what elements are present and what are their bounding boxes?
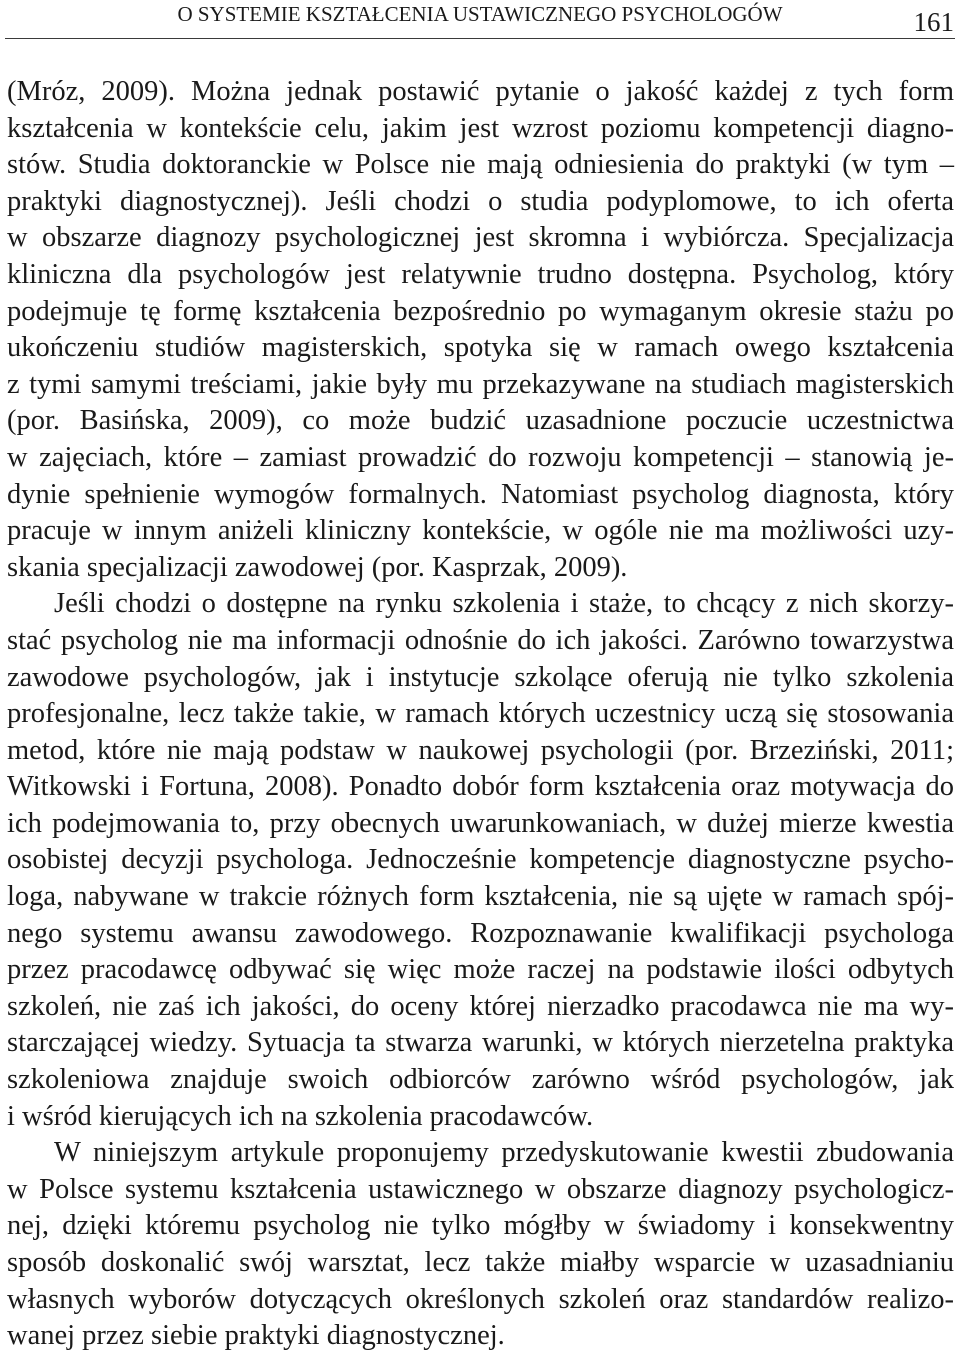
text-line: profesjonalne, lecz także takie, w ramach których uczestnicy uczą się stosowania [7,698,954,730]
text-line: stów. Studia doktoranckie w Polsce nie mają odniesienia do praktyki (w tym – [7,149,954,181]
text-line: kształcenia w kontekście celu, jakim jest wzrost poziomu kompetencji diagno- [7,112,954,144]
text-line: W niniejszym artykule proponujemy przedyskutowanie kwestii zbudowania [54,1137,954,1169]
text-line: skania specjalizacji zawodowej (por. Kasprzak, 2009). [7,551,628,583]
header-rule [5,38,955,39]
text-line: własnych wyborów dotyczących określonych szkoleń oraz standardów realizo- [7,1283,954,1315]
text-line: w obszarze diagnozy psychologicznej jest skromna i wybiórcza. Specjalizacja [7,222,954,254]
text-line: zawodowe psychologów, jak i instytucje szkolące oferują nie tylko szkolenia [7,661,954,693]
text-line: ukończeniu studiów magisterskich, spotyka się w ramach owego kształcenia [7,332,954,364]
text-line: metod, które nie mają podstaw w naukowej psychologii (por. Brzeziński, 2011; [7,734,954,766]
text-line: praktyki diagnostycznej). Jeśli chodzi o studia podyplomowe, to ich oferta [7,185,954,217]
text-line: podejmuje tę formę kształcenia bezpośrednio po wymaganym okresie stażu po [7,295,954,327]
text-line: z tymi samymi treściami, jakie były mu przekazywane na studiach magisterskich [7,368,954,400]
paragraph [7,1135,954,1355]
text-line: Jeśli chodzi o dostępne na rynku szkolenia i staże, to chcący z nich skorzy- [54,588,954,620]
text-line: starczającej wiedzy. Sytuacja ta stwarza warunki, w których nierzetelna praktyka [7,1027,954,1059]
text-line: (por. Basińska, 2009), co może budzić uzasadnione poczucie uczestnictwa [7,405,954,437]
text-line: nego systemu awansu zawodowego. Rozpoznawanie kwalifikacji psychologa [7,917,954,949]
text-line: i wśród kierujących ich na szkolenia pracodawców. [7,1100,594,1132]
text-line: wanej przez siebie praktyki diagnostycznej. [7,1320,505,1352]
text-line: (Mróz, 2009). Można jednak postawić pytanie o jakość każdej z tych form [7,76,954,107]
paragraph [7,74,954,586]
text-line: dynie spełnienie wymogów formalnych. Natomiast psycholog diagnosta, który [7,478,954,510]
text-line: w zajęciach, które – zamiast prowadzić do rozwoju kompetencji – stanowią je- [7,441,954,473]
text-line: pracuje w innym aniżeli kliniczny kontekście, w ogóle nie ma możliwości uzy- [7,515,954,547]
text-line: stać psycholog nie ma informacji odnośnie do ich jakości. Zarówno towarzystwa [7,624,954,656]
text-line: Witkowski i Fortuna, 2008). Ponadto dobór form kształcenia oraz motywacja do [7,771,954,803]
text-line: przez pracodawcę odbywać się więc może raczej na podstawie ilości odbytych [7,954,954,986]
running-title: O SYSTEMIE KSZTAŁCENIA USTAWICZNEGO PSYCHOLOGÓW [177,2,783,26]
text-line: osobistej decyzji psychologa. Jednocześnie kompetencje diagnostyczne psycho- [7,844,954,876]
text-line: sposób doskonalić swój warsztat, lecz także miałby wsparcie w uzasadnianiu [7,1247,954,1278]
text-line: ich podejmowania to, przy obecnych uwarunkowaniach, w dużej mierze kwestia [7,807,954,839]
paragraph [7,586,954,1135]
page-number: 161 [913,7,954,37]
article-body [7,74,954,1355]
text-line: w Polsce systemu kształcenia ustawicznego w obszarze diagnozy psychologicz- [7,1173,954,1205]
text-line: loga, nabywane w trakcie różnych form kształcenia, nie są ujęte w ramach spój- [7,881,954,913]
text-line: szkoleń, nie zaś ich jakości, do oceny której nierzadko pracodawca nie ma wy- [7,990,954,1022]
text-line: nej, dzięki któremu psycholog nie tylko mógłby w świadomy i konsekwentny [7,1210,954,1242]
text-line: kliniczna dla psychologów jest relatywnie trudno dostępna. Psycholog, który [7,258,954,290]
text-line: szkoleniowa znajduje swoich odbiorców zarówno wśród psychologów, jak [7,1064,954,1096]
